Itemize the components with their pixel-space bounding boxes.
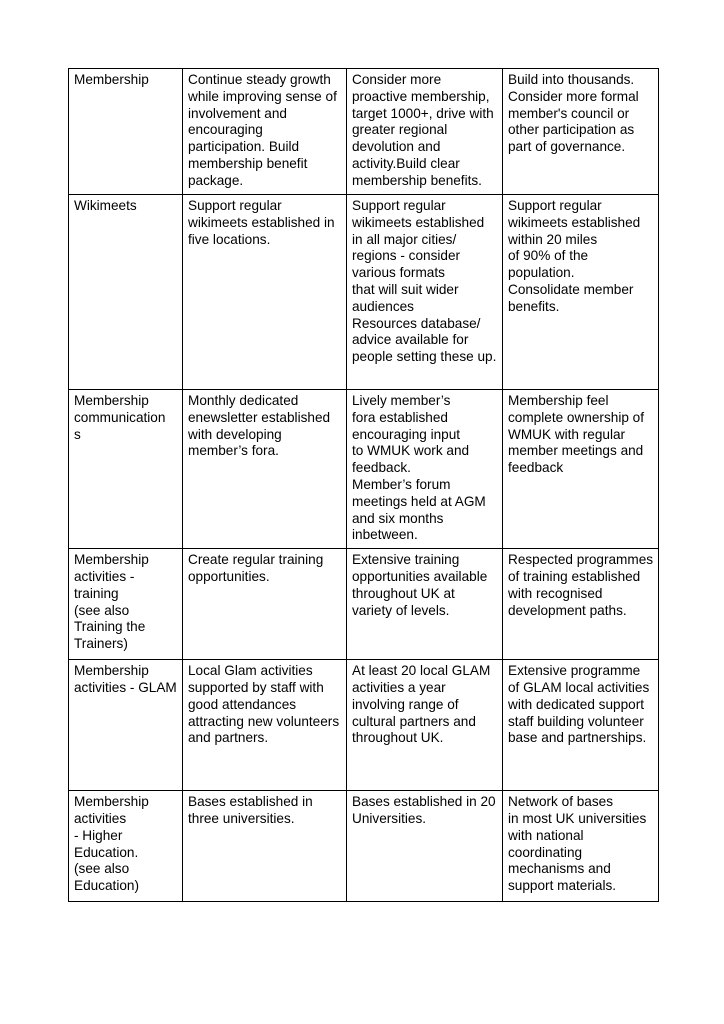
- phase-2-cell: Consider more proactive membership, target 1000+, drive with greater regional devolution and activity.Build clear membership benefits.: [347, 69, 503, 195]
- strategy-table: [68, 68, 659, 902]
- phase-1-cell: Monthly dedicated enewsletter established with developing member’s fora.: [183, 390, 347, 549]
- row-area-cell: Membership: [69, 69, 183, 195]
- phase-1-cell: Create regular training opportunities.: [183, 549, 347, 660]
- phase-2-cell: Bases established in 20 Universities.: [347, 791, 503, 902]
- row-area-cell: Membership activities - GLAM: [69, 660, 183, 791]
- phase-1-cell: Continue steady growth while improving sense of involvement and encouraging participation. Build membership benefit package.: [183, 69, 347, 195]
- row-area-cell: Wikimeets: [69, 195, 183, 390]
- phase-3-cell: Network of bases in most UK universities with national coordinating mechanisms and support materials.: [503, 791, 659, 902]
- row-area-cell: Membership activities - training (see also Training the Trainers): [69, 549, 183, 660]
- phase-1-cell: Bases established in three universities.: [183, 791, 347, 902]
- phase-3-cell: Extensive programme of GLAM local activities with dedicated support staff building volunteer base and partnerships.: [503, 660, 659, 791]
- phase-2-cell: Lively member’s fora established encouraging input to WMUK work and feedback. Member’s forum meetings held at AGM and six months inbetween.: [347, 390, 503, 549]
- table-row: [69, 69, 659, 195]
- table-row: [69, 791, 659, 902]
- phase-1-cell: Local Glam activities supported by staff with good attendances attracting new volunteers and partners.: [183, 660, 347, 791]
- table-row: [69, 195, 659, 390]
- table-row: [69, 549, 659, 660]
- row-area-cell: Membership activities - Higher Education. (see also Education): [69, 791, 183, 902]
- row-area-cell: Membership communication s: [69, 390, 183, 549]
- table-row: [69, 660, 659, 791]
- phase-3-cell: Respected programmes of training established with recognised development paths.: [503, 549, 659, 660]
- table-row: [69, 390, 659, 549]
- phase-3-cell: Membership feel complete ownership of WMUK with regular member meetings and feedback: [503, 390, 659, 549]
- phase-3-cell: Support regular wikimeets established within 20 miles of 90% of the population. Consolidate member benefits.: [503, 195, 659, 390]
- phase-2-cell: Support regular wikimeets established in all major cities/ regions - consider various formats that will suit wider audiences Resources database/ advice available for people setting these up.: [347, 195, 503, 390]
- phase-2-cell: Extensive training opportunities available throughout UK at variety of levels.: [347, 549, 503, 660]
- phase-2-cell: At least 20 local GLAM activities a year involving range of cultural partners and throughout UK.: [347, 660, 503, 791]
- phase-1-cell: Support regular wikimeets established in five locations.: [183, 195, 347, 390]
- phase-3-cell: Build into thousands. Consider more formal member's council or other participation as part of governance.: [503, 69, 659, 195]
